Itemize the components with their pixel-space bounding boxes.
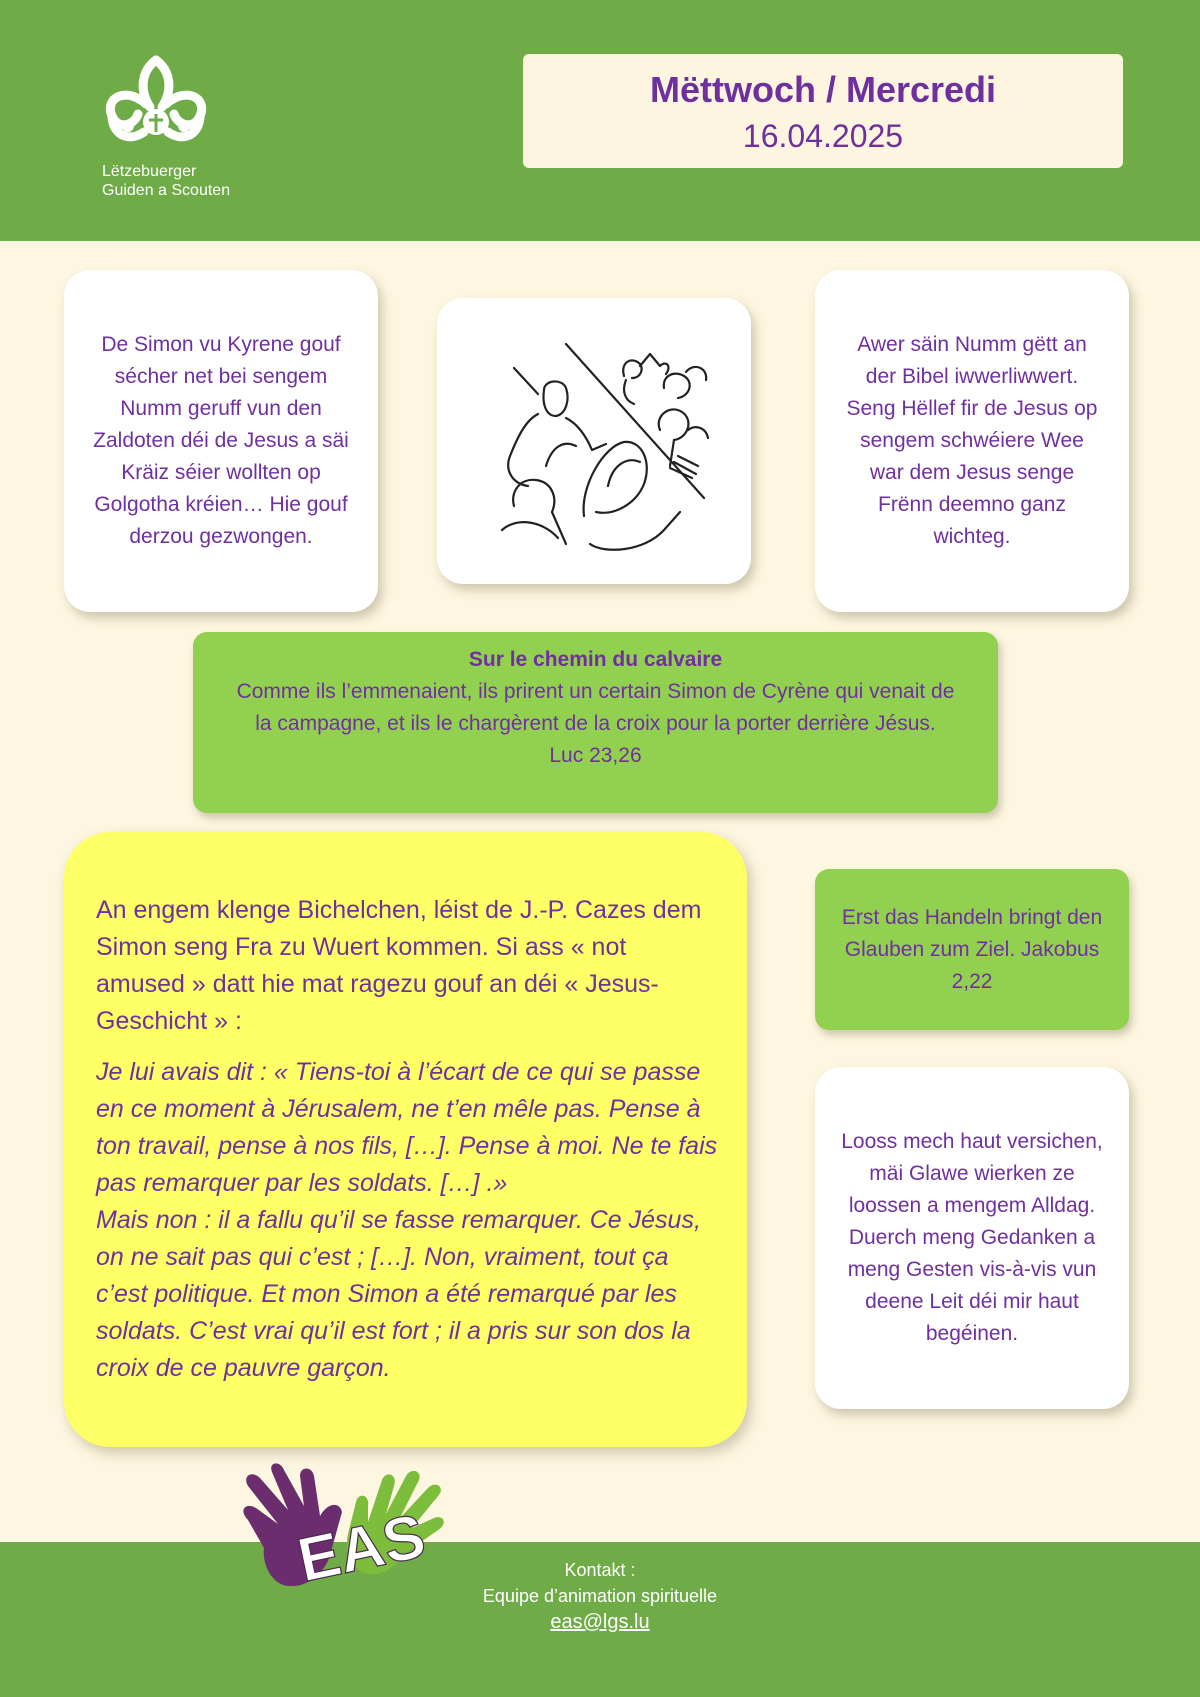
contact-block (400, 1557, 800, 1635)
date-box (523, 54, 1123, 168)
story-box (64, 832, 747, 1447)
prayer-card (815, 1067, 1129, 1409)
bible-name-text: Awer säin Numm gëtt an der Bibel iwwerliwwert. Seng Hëllef fir de Jesus op sengem schwéiere Wee war dem Jesus senge Frënn deemno ganz wichteg. (846, 333, 1098, 548)
simon-intro-card (64, 270, 378, 612)
simon-intro-text: De Simon vu Kyrene gouf sécher net bei sengem Numm geruff vun den Zaldoten déi de Jesus a säi Kräiz séier wollten op Golgotha kréien… Hie gouf derzou gezwongen. (93, 333, 349, 548)
simon-carrying-cross-illustration (474, 316, 714, 566)
logo-text: Lëtzebuerger Guiden a Scouten (102, 163, 231, 199)
james-verse-box (815, 869, 1129, 1030)
date-value: 16.04.2025 (742, 118, 904, 154)
prayer-text: Looss mech haut versichen, mäi Glawe wierken ze loossen a mengem Alldag. Duerch meng Gedanken a meng Gesten vis-à-vis vun deene Leit déi mir haut begéinen. (841, 1130, 1103, 1345)
verse-reference: Luc 23,26 (549, 744, 642, 767)
eas-logo-text: EAS (292, 1501, 432, 1596)
story-quote-2: Mais non : il a fallu qu’il se fasse remarquer. Ce Jésus, on ne sait pas qui c’est ; […]. Non, vraiment, tout ça c’est politique. Et mon Simon a été remarqué par les soldats. C’est vrai qu’il est fort ; il a pris sur son dos la croix de ce pauvre garçon. (96, 1206, 701, 1382)
story-intro: An engem klenge Bichelchen, léist de J.-P. Cazes dem Simon seng Fra zu Wuert kommen. Si ass « not amused » datt hie mat ragezu gouf an déi « Jesus-Geschicht » : (96, 896, 702, 1035)
contact-label: Kontakt : (564, 1560, 636, 1580)
scouts-logo (96, 52, 266, 202)
verse-line-2: la campagne, et ils le chargèrent de la croix pour la porter derrière Jésus. (255, 712, 936, 735)
verse-line-1: Comme ils l’emmenaient, ils prirent un certain Simon de Cyrène qui venait de (236, 680, 955, 703)
team-name: Equipe d’animation spirituelle (482, 1586, 718, 1606)
verse-title: Sur le chemin du calvaire (468, 648, 723, 671)
fleur-de-lis-icon (100, 52, 220, 157)
gospel-verse-box (193, 632, 998, 813)
day-title: Mëttwoch / Mercredi (649, 69, 997, 110)
james-verse-text: Erst das Handeln bringt den Glauben zum Ziel. Jakobus 2,22 (841, 905, 1103, 993)
illustration-card (437, 298, 751, 584)
email-link[interactable]: eas@lgs.lu (550, 1611, 650, 1633)
bible-name-card (815, 270, 1129, 612)
story-quote-1: Je lui avais dit : « Tiens-toi à l’écart de ce qui se passe en ce moment à Jérusalem, ne t’en mêle pas. Pense à ton travail, pense à nos fils, […]. Pense à moi. Ne te fais pas remarquer par les soldats. […] .» (96, 1058, 718, 1197)
